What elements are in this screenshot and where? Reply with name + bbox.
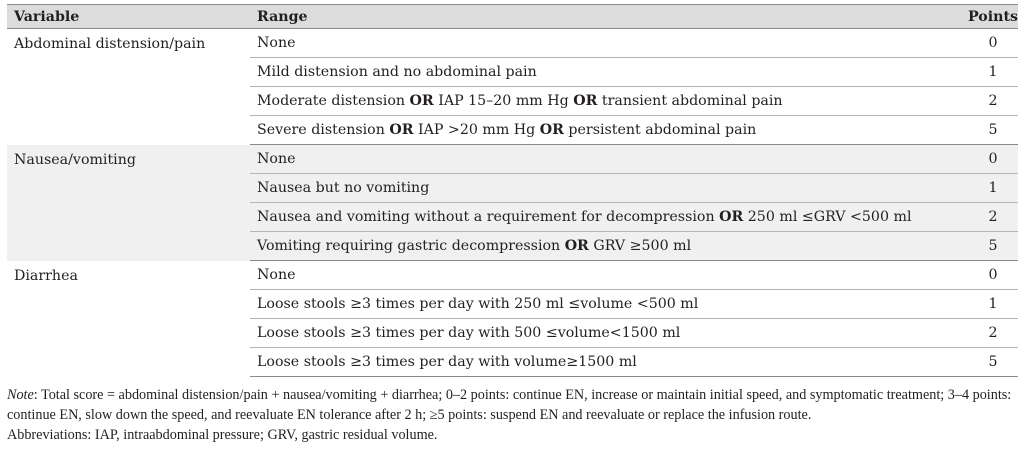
points-cell: 5 — [968, 348, 1018, 377]
range-cell — [250, 232, 968, 261]
variable-cell: Abdominal distension/pain — [14, 36, 206, 52]
range-text: None — [257, 151, 296, 167]
header-variable: Variable — [14, 8, 80, 25]
or-keyword: OR — [573, 93, 598, 109]
scoring-table — [7, 4, 1018, 377]
table-group — [7, 145, 1018, 261]
table-row — [7, 261, 1018, 290]
or-keyword: OR — [564, 238, 589, 254]
table-group — [7, 29, 1018, 145]
table-row — [7, 29, 1018, 58]
points-cell: 5 — [968, 232, 1018, 261]
range-cell — [250, 29, 968, 58]
abbreviations: Abbreviations: IAP, intraabdominal pressure; GRV, gastric residual volume. — [7, 427, 438, 443]
header-points: Points — [968, 8, 1018, 25]
header-range: Range — [257, 8, 308, 25]
range-text: Moderate distension — [257, 93, 410, 109]
points-cell: 1 — [968, 290, 1018, 319]
range-text: GRV ≥500 ml — [588, 238, 692, 254]
range-text: Loose stools ≥3 times per day with volume≥1500 ml — [257, 354, 637, 370]
range-text: IAP >20 mm Hg — [413, 122, 540, 138]
range-cell — [250, 145, 968, 174]
range-text: None — [257, 35, 296, 51]
range-text: Nausea but no vomiting — [257, 180, 430, 196]
or-keyword: OR — [409, 93, 434, 109]
or-keyword: OR — [389, 122, 414, 138]
points-cell: 5 — [968, 116, 1018, 145]
range-cell — [250, 290, 968, 319]
points-cell: 1 — [968, 174, 1018, 203]
range-text: 250 ml ≤GRV <500 ml — [743, 209, 912, 225]
points-cell: 2 — [968, 203, 1018, 232]
range-text: Vomiting requiring gastric decompression — [257, 238, 565, 254]
note-paragraph — [7, 385, 1018, 425]
table-group — [7, 261, 1018, 377]
range-text: None — [257, 267, 296, 283]
range-text: Nausea and vomiting without a requirement for decompression — [257, 209, 720, 225]
points-cell: 1 — [968, 58, 1018, 87]
range-cell — [250, 319, 968, 348]
range-text: Loose stools ≥3 times per day with 250 ml ≤volume <500 ml — [257, 296, 699, 312]
range-cell — [250, 261, 968, 290]
range-cell — [250, 116, 968, 145]
or-keyword: OR — [719, 209, 744, 225]
range-cell — [250, 87, 968, 116]
header-row — [7, 5, 1018, 29]
points-cell: 0 — [968, 145, 1018, 174]
table-container — [7, 4, 1018, 445]
points-cell: 0 — [968, 29, 1018, 58]
points-cell: 2 — [968, 319, 1018, 348]
range-cell — [250, 348, 968, 377]
points-cell: 2 — [968, 87, 1018, 116]
range-text: Loose stools ≥3 times per day with 500 ≤volume<1500 ml — [257, 325, 681, 341]
range-text: transient abdominal pain — [597, 93, 783, 109]
variable-cell: Nausea/vomiting — [7, 145, 250, 261]
range-text: Mild distension and no abdominal pain — [257, 64, 537, 80]
or-keyword: OR — [539, 122, 564, 138]
range-text: persistent abdominal pain — [563, 122, 757, 138]
points-cell: 0 — [968, 261, 1018, 290]
variable-cell: Diarrhea — [14, 267, 78, 284]
range-cell — [250, 58, 968, 87]
range-text: Severe distension — [257, 122, 390, 138]
table-notes — [7, 385, 1018, 445]
range-text: IAP 15–20 mm Hg — [433, 93, 574, 109]
table-row — [7, 145, 1018, 174]
range-cell — [250, 174, 968, 203]
note-label: Note — [7, 387, 34, 403]
note-text: : Total score = abdominal distension/pain + nausea/vomiting + diarrhea; 0–2 points: continue EN, increase or maintain initial speed, and symptomatic treatment; 3–4 points: continue EN, slow down the speed, and reevaluate EN tolerance after 2 h; ≥5 points: suspend EN and reevaluate or replace the infusion route. — [7, 387, 1012, 423]
range-cell — [250, 203, 968, 232]
